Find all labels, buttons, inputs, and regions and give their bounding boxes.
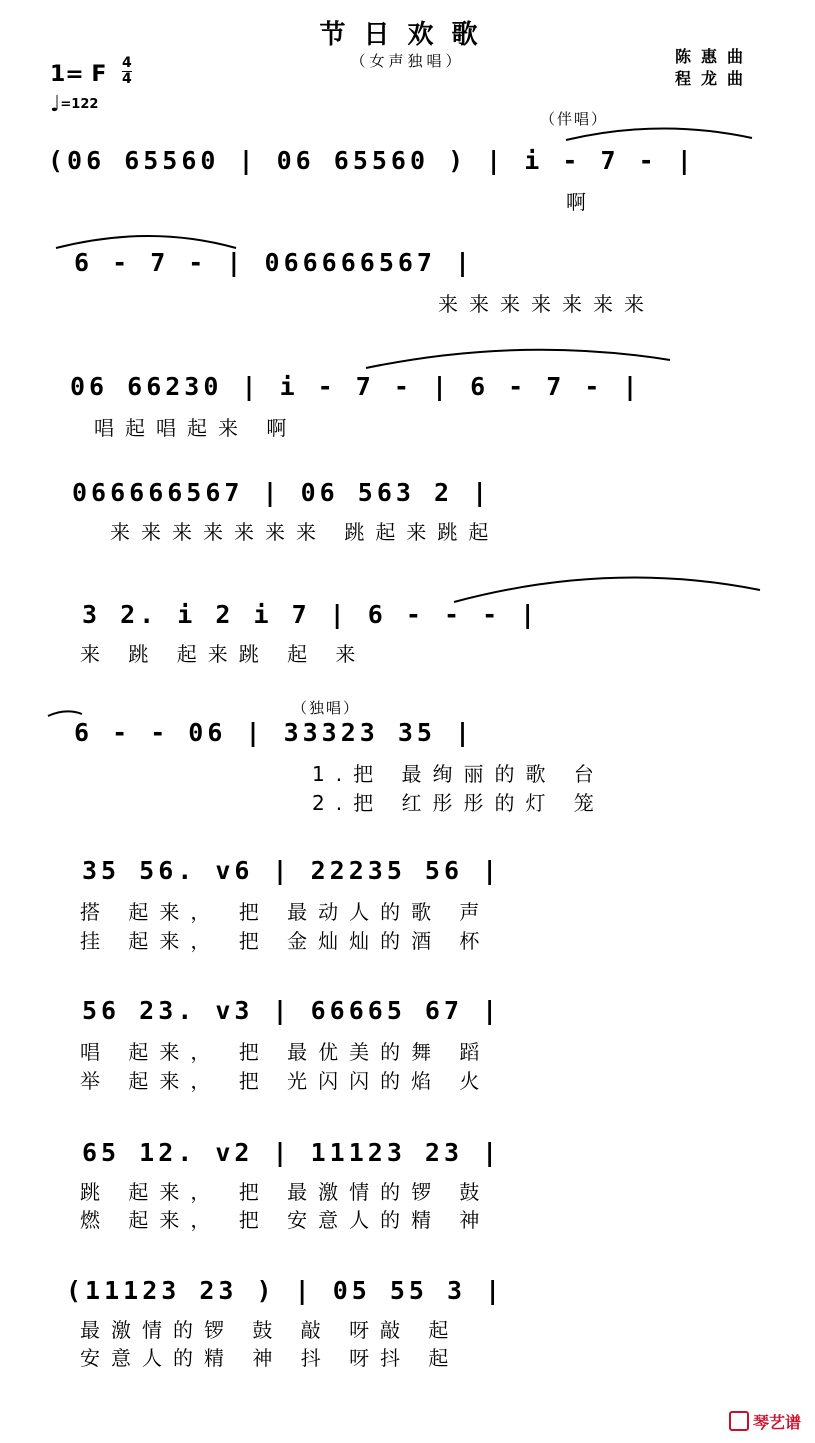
score-row-10-notes: (11123 23 ) | 05 55 3 |	[66, 1276, 505, 1305]
score-row-9-notes: 65 12. v2 | 11123 23 |	[82, 1138, 502, 1167]
score-row-7-lyrics-verse-1: 搭 起来， 把 最动人的歌 声	[80, 900, 491, 924]
score-row-4-lyrics: 来来来来来来来 跳起来跳起	[110, 520, 500, 544]
score-row-5-lyrics: 来 跳 起来跳 起 来	[80, 642, 367, 666]
score-row-3-notes: 06 66230 | i - 7 - | 6 - 7 - |	[70, 372, 642, 401]
solo-mark: （独唱）	[292, 699, 361, 717]
score-row-7-notes: 35 56. v6 | 22235 56 |	[82, 856, 502, 885]
score-row-5-notes: 3 2. i 2 i 7 | 6 - - - |	[82, 600, 540, 629]
score-row-7-lyrics-verse-2: 挂 起来， 把 金灿灿的酒 杯	[80, 929, 491, 953]
key-signature: 1= F	[50, 62, 107, 87]
chorus-mark: （伴唱）	[540, 110, 609, 128]
composer-credit: 程龙曲	[674, 69, 753, 88]
meter-top: 4	[122, 55, 132, 71]
score-row-10-lyrics-verse-1: 最激情的锣 鼓 敲 呀敲 起	[80, 1318, 460, 1342]
slur-row-2	[56, 236, 236, 248]
meter-bottom: 4	[122, 71, 132, 87]
score-row-6-notes: 6 - - 06 | 33323 35 |	[74, 718, 475, 747]
score-row-9-lyrics-verse-1: 跳 起来， 把 最激情的锣 鼓	[80, 1180, 491, 1204]
score-row-6-lyrics-verse-1: 1.把 最绚丽的歌 台	[312, 762, 605, 786]
song-subtitle: （女声独唱）	[350, 52, 465, 70]
score-row-1-notes: (06 65560 | 06 65560 ) | i - 7 - |	[48, 146, 696, 175]
score-row-9-lyrics-verse-2: 燃 起来， 把 安意人的精 神	[80, 1208, 491, 1232]
lyricist-credit: 陈惠曲	[674, 47, 753, 66]
song-title: 节日欢歌	[319, 20, 496, 50]
score-row-3-lyrics: 唱起唱起来 啊	[94, 416, 298, 440]
slur-row-3	[366, 350, 670, 368]
score-row-6-lyrics-verse-2: 2.把 红彤彤的灯 笼	[312, 791, 605, 815]
logo-icon	[729, 1411, 749, 1431]
score-row-4-notes: 066666567 | 06 563 2 |	[72, 478, 492, 507]
score-row-10-lyrics-verse-2: 安意人的精 神 抖 呀抖 起	[80, 1346, 460, 1370]
score-row-2-notes: 6 - 7 - | 066666567 |	[74, 248, 475, 277]
score-row-1-lyrics: 啊	[566, 190, 597, 214]
slur-row-5	[454, 578, 760, 603]
watermark-text: 琴艺谱	[752, 1413, 801, 1432]
tempo-value: =122	[60, 97, 99, 112]
score-row-8-notes: 56 23. v3 | 66665 67 |	[82, 996, 502, 1025]
watermark-logo	[729, 1410, 801, 1433]
score-row-8-lyrics-verse-1: 唱 起来， 把 最优美的舞 蹈	[80, 1040, 491, 1064]
score-row-2-lyrics: 来来来来来来来	[438, 292, 655, 316]
slur-row-1	[566, 128, 752, 140]
score-row-8-lyrics-verse-2: 举 起来， 把 光闪闪的焰 火	[80, 1069, 491, 1093]
slur-row-6	[48, 711, 82, 716]
quarter-note-icon: ♩	[50, 92, 61, 117]
